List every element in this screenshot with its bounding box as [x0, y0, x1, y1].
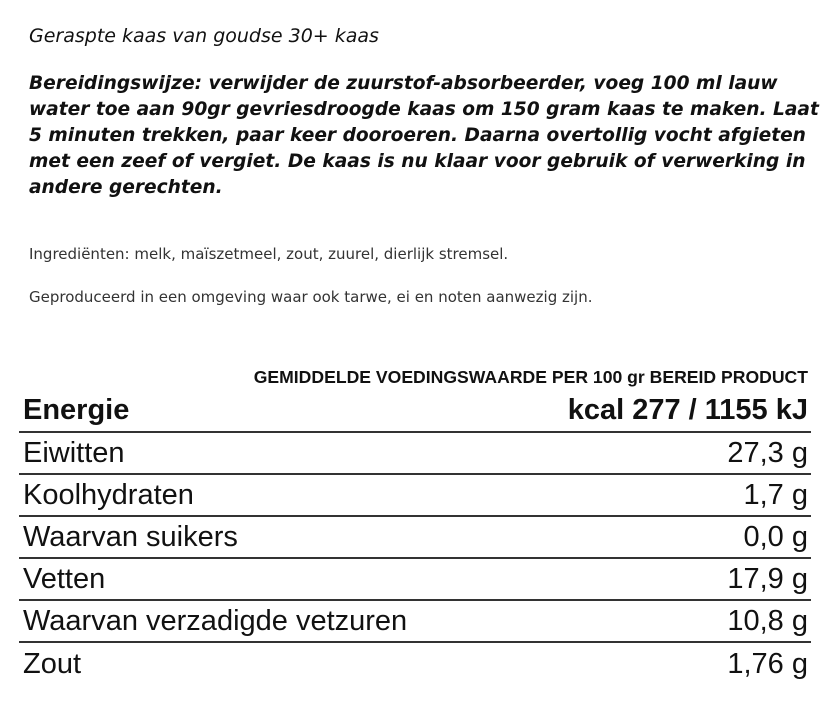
nutrition-label: Zout	[23, 647, 82, 680]
nutrition-value: 27,3 g	[727, 436, 808, 469]
nutrition-value: 1,76 g	[727, 647, 808, 680]
nutrition-row-protein	[19, 433, 811, 475]
nutrition-label: Vetten	[23, 562, 106, 595]
nutrition-row-saturated-fat	[19, 601, 811, 643]
nutrition-row-salt	[19, 643, 811, 685]
product-title: Geraspte kaas van goudse 30+ kaas	[29, 25, 379, 47]
nutrition-value: 17,9 g	[727, 562, 808, 595]
nutrition-label: Waarvan suikers	[23, 520, 238, 553]
nutrition-label: Koolhydraten	[23, 478, 194, 511]
nutrition-row-fat	[19, 559, 811, 601]
nutrition-row-carbohydrates	[19, 475, 811, 517]
nutrition-row-energy	[19, 390, 811, 433]
nutrition-value: kcal 277 / 1155 kJ	[567, 394, 808, 426]
nutrition-value: 1,7 g	[743, 478, 808, 511]
allergen-notice: Geproduceerd in een omgeving waar ook tarwe, ei en noten aanwezig zijn.	[29, 288, 593, 306]
nutrition-table-header: GEMIDDELDE VOEDINGSWAARDE PER 100 gr BEREID PRODUCT	[253, 367, 808, 387]
nutrition-value: 0,0 g	[743, 520, 808, 553]
nutrition-value: 10,8 g	[727, 604, 808, 637]
nutrition-label: Eiwitten	[23, 436, 125, 469]
nutrition-label: Energie	[23, 394, 130, 426]
nutrition-table	[19, 390, 811, 685]
preparation-instructions: Bereidingswijze: verwijder de zuurstof-absorbeerder, voeg 100 ml lauw water toe aan 90gr gevriesdroogde kaas om 150 gram kaas te maken. Laat 5 minuten trekken, paar keer dooroeren. Daarna overtollig vocht afgieten met een zeef of vergiet. De kaas is nu klaar voor gebruik of verwerking in andere gerechten.	[29, 73, 819, 198]
ingredients-text: Ingrediënten: melk, maïszetmeel, zout, zuurel, dierlijk stremsel.	[29, 245, 509, 263]
nutrition-label: Waarvan verzadigde vetzuren	[23, 604, 408, 637]
nutrition-row-sugars	[19, 517, 811, 559]
